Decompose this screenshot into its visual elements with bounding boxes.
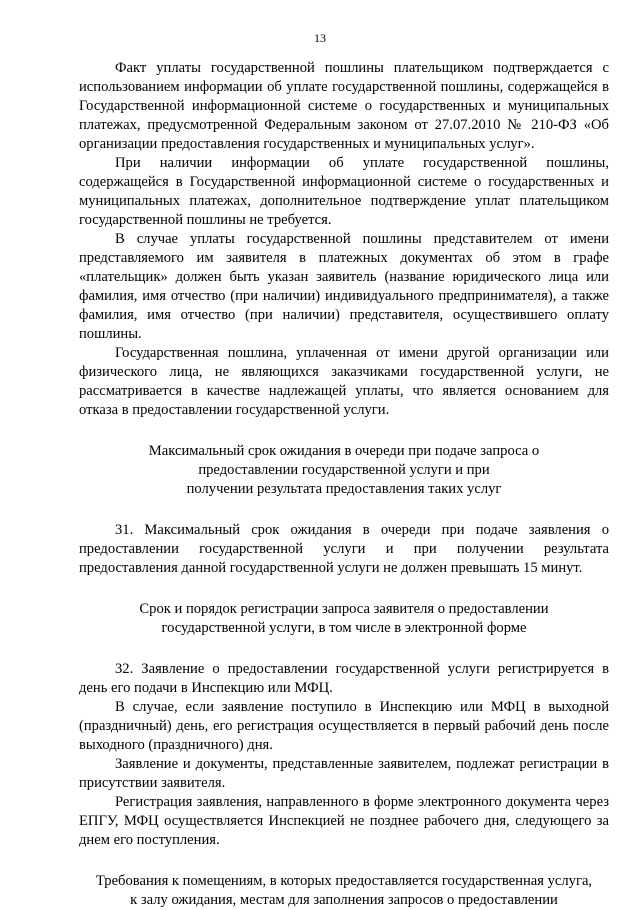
- spacer: [79, 850, 609, 872]
- page-number: 13: [314, 31, 326, 45]
- paragraph-electronic-registration: Регистрация заявления, направленного в форме электронного документа через ЕПГУ, МФЦ осуществляется Инспекцией не позднее рабочего дня, следующего за днем его поступления.: [79, 794, 609, 848]
- section-heading-queue-time: [79, 442, 609, 499]
- spacer: [79, 420, 609, 442]
- section-heading-registration: [79, 600, 609, 638]
- heading-line: Максимальный срок ожидания в очереди при подаче запроса о: [148, 443, 540, 459]
- paragraph-clause-32: 32. Заявление о предоставлении государственной услуги регистрируется в день его подачи в Инспекцию или МФЦ.: [79, 661, 609, 696]
- spacer: [79, 638, 609, 660]
- spacer: [79, 499, 609, 521]
- section-heading-premises: [79, 872, 609, 910]
- spacer: [79, 578, 609, 600]
- heading-line: Срок и порядок регистрации запроса заявителя о предоставлении: [139, 601, 549, 617]
- heading-line: государственной услуги, в том числе в электронной форме: [161, 620, 527, 636]
- document-body: [79, 59, 609, 910]
- heading-line: к залу ожидания, местам для заполнения запросов о предоставлении: [130, 892, 558, 908]
- paragraph-payment-fact: Факт уплаты государственной пошлины плательщиком подтверждается с использованием информации об уплате государственной пошлины, содержащейся в Государственной информационной системе о государственных и муниципальных платежах, предусмотренной Федеральным законом от 27.07.2010 № 210-ФЗ «Об организации предоставления государственных и муниципальных услуг».: [79, 60, 609, 152]
- paragraph-representative-payment: В случае уплаты государственной пошлины представителем от имени представляемого им заявителя в платежных документах об этом в графе «плательщик» должен быть указан заявитель (название юридического лица или фамилия, имя отчество (при наличии) индивидуального предпринимателя), а также фамилия, имя отчество (при наличии) представителя, осуществившего оплату пошлины.: [79, 231, 609, 342]
- paragraph-third-party-payment: Государственная пошлина, уплаченная от имени другой организации или физического лица, не являющихся заказчиками государственной услуги, не рассматривается в качестве надлежащей уплаты, что является основанием для отказа в предоставлении государственной услуги.: [79, 345, 609, 418]
- paragraph-holiday-registration: В случае, если заявление поступило в Инспекцию или МФЦ в выходной (праздничный) день, его регистрация осуществляется в первый рабочий день после выходного (праздничного) дня.: [79, 699, 609, 753]
- paragraph-payment-info-present: При наличии информации об уплате государственной пошлины, содержащейся в Государственной информационной системе о государственных и муниципальных платежах, дополнительное подтверждение уплат плательщиком государственной пошлины не требуется.: [79, 155, 609, 228]
- heading-line: предоставлении государственной услуги и при: [198, 462, 490, 478]
- heading-line: получении результата предоставления таких услуг: [186, 481, 502, 497]
- paragraph-clause-31: 31. Максимальный срок ожидания в очереди при подаче заявления о предоставлении государственной услуги и при получении результата предоставления данной государственной услуги не должен превышать 15 минут.: [79, 522, 609, 576]
- paragraph-registration-presence: Заявление и документы, представленные заявителем, подлежат регистрации в присутствии заявителя.: [79, 756, 609, 791]
- heading-line: Требования к помещениям, в которых предоставляется государственная услуга,: [95, 873, 593, 889]
